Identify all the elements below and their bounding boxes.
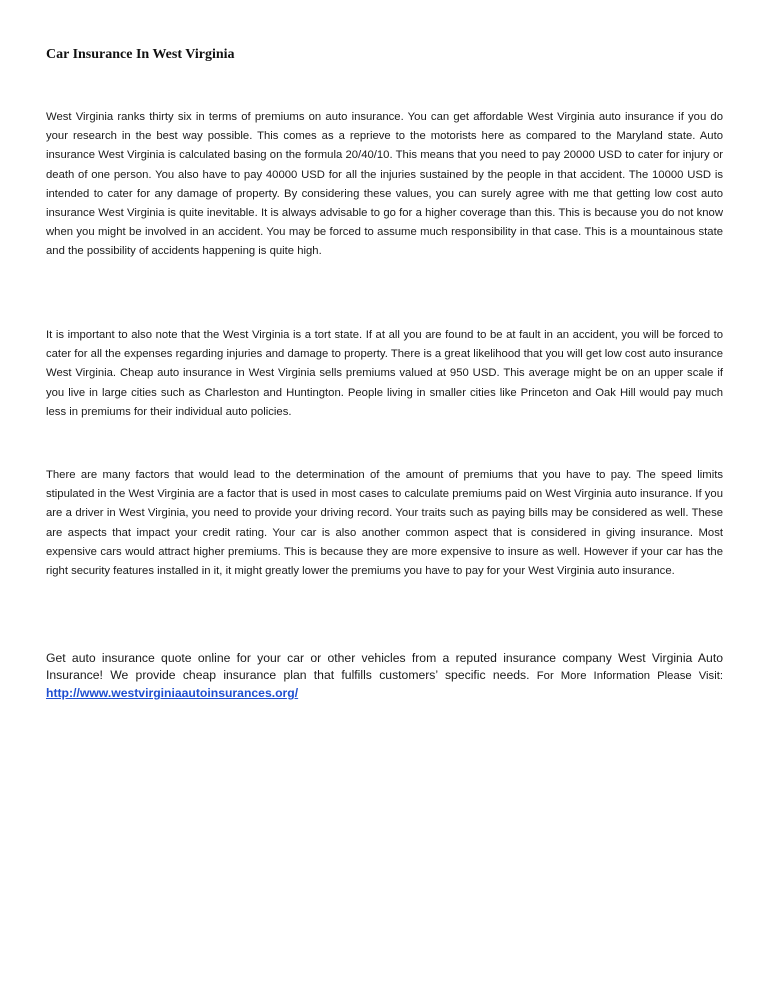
paragraph-closing — [46, 650, 723, 702]
website-link[interactable]: http://www.westvirginiaautoinsurances.org/ — [46, 686, 299, 700]
page-title: Car Insurance In West Virginia — [46, 47, 235, 62]
paragraph-rankings: West Virginia ranks thirty six in terms of premiums on auto insurance. You can get affordable West Virginia auto insurance if you do your research in the best way possible. This comes as a reprieve to the motorists here as compared to the Maryland state. Auto insurance West Virginia is calculated basing on the formula 20/40/10. This means that you need to pay 20000 USD to cater for injury or death of one person. You also have to pay 40000 USD for all the injuries sustained by the people in that accident. The 10000 USD is intended to cater for any damage of property. By considering these values, you can surely agree with me that getting low cost auto insurance West Virginia is quite inevitable. It is always advisable to go for a higher coverage than this. This is because you do not know when you might be involved in an accident. You may be forced to assume much responsibility in that case. This is a mountainous state and the possibility of accidents happening is quite high. — [46, 111, 723, 258]
paragraph-tort-state: It is important to also note that the West Virginia is a tort state. If at all you are found to be at fault in an accident, you will be forced to cater for all the expenses regarding injuries and damage to property. There is a great likelihood that you will get low cost auto insurance West Virginia. Cheap auto insurance in West Virginia sells premiums valued at 950 USD. This average might be on an upper scale if you live in large cities such as Charleston and Huntington. People living in smaller cities like Princeton and Oak Hill would pay much less in premiums for their individual auto policies. — [46, 329, 723, 418]
closing-text: Get auto insurance quote online for your car or other vehicles from a reputed insurance company West Virginia Auto Insurance! We provide cheap insurance plan that fulfills customers’ specific needs. — [46, 651, 723, 682]
more-info-label: For More Information Please Visit: — [536, 670, 723, 682]
paragraph-premium-factors: There are many factors that would lead to the determination of the amount of premiums that you have to pay. The speed limits stipulated in the West Virginia are a factor that is used in most cases to calculate premiums paid on West Virginia auto insurance. If you are a driver in West Virginia, you need to provide your driving record. Your traits such as paying bills may be considered as well. These are aspects that impact your credit rating. Your car is also another common aspect that is considered in giving insurance. Most expensive cars would attract higher premiums. This is because they are more expensive to insure as well. However if your car has the right security features installed in it, it might greatly lower the premiums you have to pay for your West Virginia auto insurance. — [46, 469, 723, 578]
